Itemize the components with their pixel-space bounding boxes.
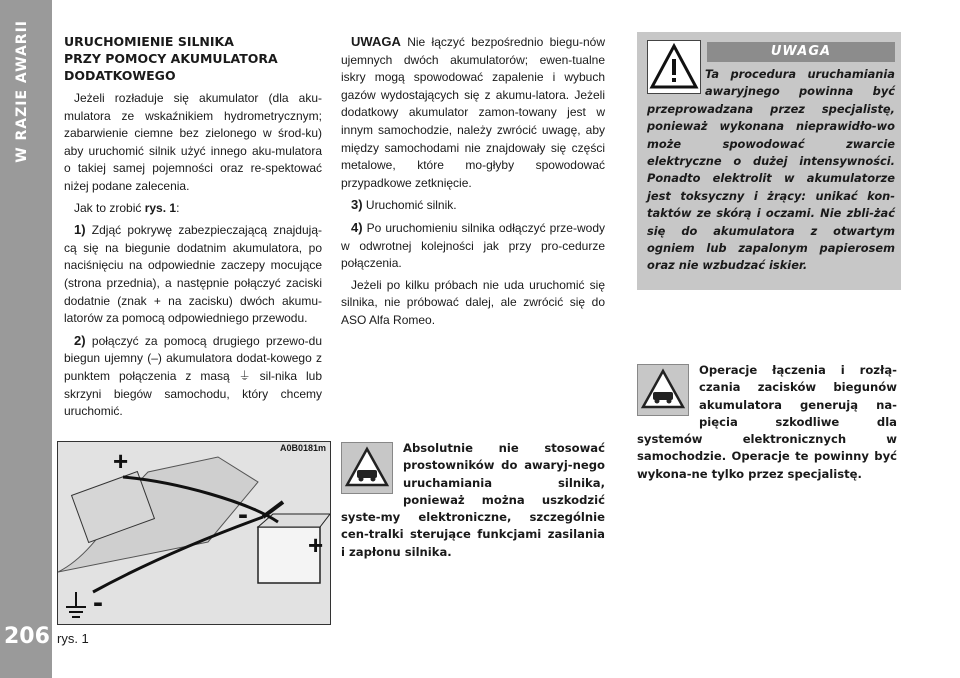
- svg-text:-: -: [93, 586, 103, 619]
- step-4: [341, 219, 605, 273]
- warning-label: UWAGA: [351, 34, 401, 49]
- sidebar: [0, 0, 52, 678]
- note-charger-text: Absolutnie nie stosować prostowników do awaryj-nego uruchamiania silnika, ponieważ można uszkodzić syste-my elektroniczne, szczególnie cen-tralki sterujące funkcjami zasilania i zapłonu silnika.: [341, 441, 605, 559]
- note-electronics: [637, 362, 897, 483]
- jump-start-diagram: [58, 442, 330, 624]
- step-1-number: 1): [74, 222, 86, 238]
- step-2-text: połączyć za pomocą drugiego przewo-du biegun ujemny (–) akumulatora dodat-kowego z punktem połączenia z masą ⏚ sil-nika lub skrzyni biegów samochodu, który chcemy uruchomić.: [64, 333, 322, 419]
- step-2-number: 2): [74, 332, 86, 348]
- page-number: 206: [4, 624, 50, 649]
- step-1: [64, 221, 322, 328]
- step-4-text: Po uruchomieniu silnika odłączyć prze-wody w odwrotnej kolejności jak przy pro-cedurze połączenia.: [341, 220, 605, 271]
- warning-box-text: Ta procedura uruchamiania awaryjnego powinna być przeprowadzana przez specjalistę, ponieważ wykonana nieprawidło-wo może spowodować zwarcie elektryczne o dużej intensywności. Ponadto elektrolit w akumulatorze jest toksyczny i żrący: unikać kon-taktów ze skórą i oczami. Nie zbli-żać się do akumulatora z otwartym ogniem lub zapalonym papierosem oraz nie wzbudzać iskier.: [647, 67, 895, 273]
- howto-colon: :: [176, 200, 180, 215]
- car-warning-icon: [341, 442, 393, 494]
- figure-ref: rys. 1: [144, 200, 177, 215]
- column-2: [341, 33, 605, 334]
- step-3-text: Uruchomić silnik.: [362, 198, 457, 213]
- note-charger: [341, 440, 605, 561]
- battery-illustration: [57, 441, 331, 625]
- intro-paragraph: Jeżeli rozładuje się akumulator (dla aku-mulatora ze wskaźnikiem hydrometrycznym; zabarwienie ciemne bez zielonego w środ-ku) aby uruchomić silnik użyć innego aku-mulatora o takiej samej pojemności oraz re-spektować niżej podane zalecenia.: [64, 91, 322, 193]
- section-title: W RAZIE AWARII: [14, 20, 30, 163]
- car-warning-icon: [637, 364, 689, 416]
- step-3-number: 3): [351, 197, 363, 213]
- heading-line-2: PRZY POMOCY AKUMULATORA: [64, 51, 278, 66]
- svg-text:-: -: [238, 498, 248, 531]
- section-heading: [64, 33, 322, 84]
- final-paragraph: Jeżeli po kilku próbach nie uda uruchomić się silnika, nie próbować dalej, ale zwrócić się do ASO Alfa Romeo.: [341, 277, 605, 327]
- heading-line-3: DODATKOWEGO: [64, 68, 176, 83]
- step-4-number: 4): [351, 219, 363, 235]
- note-electronics-text: Operacje łączenia i rozłą-czania zacisków biegunów akumulatora generują na-pięcia szkodliwe dla systemów elektronicznych w samochodzie. Operacje te powinny być wykona-ne tylko przez specjalistę.: [637, 363, 897, 481]
- howto-paragraph: [64, 200, 322, 218]
- svg-text:+: +: [308, 530, 324, 560]
- warning-box-label: UWAGA: [707, 42, 895, 62]
- heading-line-1: URUCHOMIENIE SILNIKA: [64, 34, 234, 49]
- warning-paragraph: [341, 33, 605, 192]
- step-2: [64, 332, 322, 421]
- warning-box: [637, 32, 901, 290]
- svg-text:+: +: [113, 446, 129, 476]
- column-1: [64, 33, 322, 425]
- figure-caption: rys. 1: [57, 631, 89, 646]
- step-3: [341, 196, 605, 215]
- step-1-text: Zdjąć pokrywę zabezpieczającą znajdują-cą się na biegunie dodatnim akumulatora, po naciśnięciu na odpowiednie zaczepy mocujące (strona przednia), a następnie połączyć zaciski dodatnie (znak + na zacisku) dwóch akumu-latorów za pomocą odpowiedniego przewodu.: [64, 223, 322, 326]
- howto-text: Jak to zrobić: [74, 200, 145, 215]
- figure-code: A0B0181m: [279, 443, 326, 453]
- warning-box-content: [647, 66, 895, 275]
- warning-text: Nie łączyć bezpośrednio biegu-nów ujemnych dwóch akumulatorów; ewen-tualne iskry mogą spowodować zapalenie i wybuch gazów wydostających się z akumu-latora. Jeżeli dodatkowy akumulator zamon-towany jest w innym samochodzie, należy zwrócić uwagę, aby między samochodami nie znajdowały się części metalowe, które mo-głyby spowodować przypadkowe zetknięcie.: [341, 35, 605, 190]
